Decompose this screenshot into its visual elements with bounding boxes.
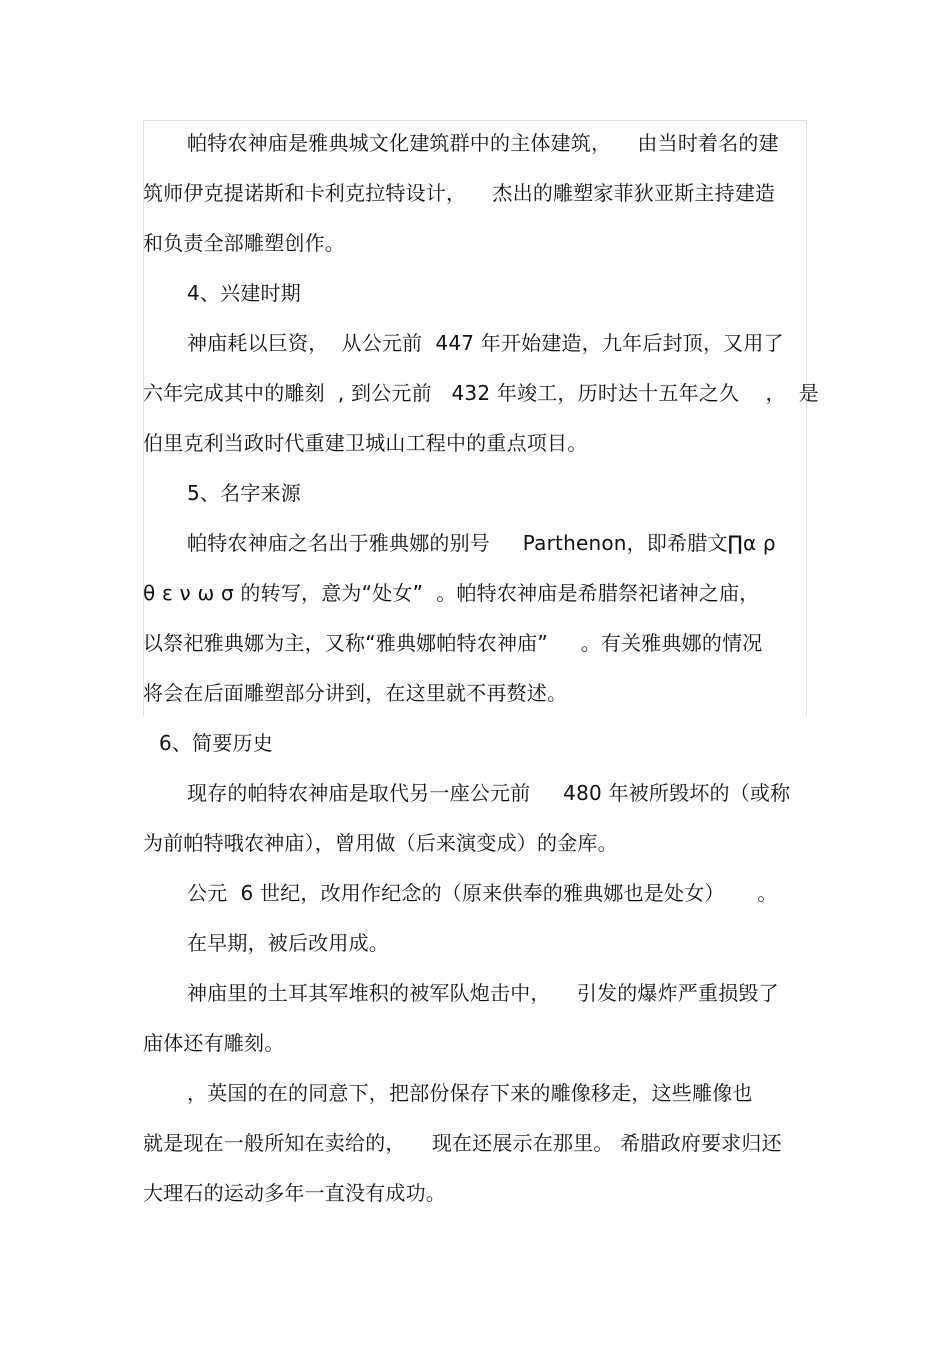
paragraph-line: 神庙里的土耳其军堆积的被军队炮击中， 引发的爆炸严重损毁了	[187, 981, 779, 1005]
paragraph-line: 庙体还有雕刻。	[143, 1031, 285, 1055]
paragraph-line: 筑师伊克提诺斯和卡利克拉特设计， 杰出的雕塑家菲狄亚斯主持建造	[143, 181, 776, 205]
paragraph-line: 以祭祀雅典娜为主，又称“雅典娜帕特农神庙” 。有关雅典娜的情况	[143, 631, 763, 655]
paragraph-line: 六年完成其中的雕刻 , 到公元前 432 年竣工，历时达十五年之久 ， 是	[143, 381, 819, 405]
paragraph-line: 帕特农神庙之名出于雅典娜的别号 Parthenon，即希腊文∏α ρ	[187, 531, 776, 555]
paragraph-line: 将会在后面雕塑部分讲到，在这里就不再赘述。	[143, 681, 568, 705]
paragraph-line: 神庙耗以巨资， 从公元前 447 年开始建造，九年后封顶，又用了	[187, 331, 784, 355]
paragraph-line: 大理石的运动多年一直没有成功。	[143, 1181, 446, 1205]
section-heading: 5、名字来源	[187, 481, 301, 505]
paragraph-line: 现存的帕特农神庙是取代另一座公元前 480 年被所毁坏的（或称	[187, 781, 791, 805]
text-frame	[143, 120, 807, 716]
section-heading: 6、简要历史	[159, 731, 273, 755]
paragraph-line: θ ε ν ω σ 的转写，意为“处女” 。帕特农神庙是希腊祭祀诸神之庙，	[143, 581, 760, 605]
paragraph-line: 为前帕特哦农神庙），曾用做（后来演变成）的金库。	[143, 831, 618, 855]
paragraph-line: 在早期，被后改用成。	[187, 931, 389, 955]
paragraph-line: ，英国的在的同意下，把部份保存下来的雕像移走，这些雕像也	[187, 1081, 753, 1105]
paragraph-line: 就是现在一般所知在卖给的， 现在还展示在那里。 希腊政府要求归还	[143, 1131, 782, 1155]
paragraph-line: 和负责全部雕塑创作。	[143, 231, 345, 255]
paragraph-line: 伯里克利当政时代重建卫城山工程中的重点项目。	[143, 431, 588, 455]
paragraph-line: 帕特农神庙是雅典城文化建筑群中的主体建筑， 由当时着名的建	[187, 131, 779, 155]
paragraph-line: 公元 6 世纪，改用作纪念的（原来供奉的雅典娜也是处女） 。	[187, 881, 778, 905]
section-heading: 4、兴建时期	[187, 281, 301, 305]
